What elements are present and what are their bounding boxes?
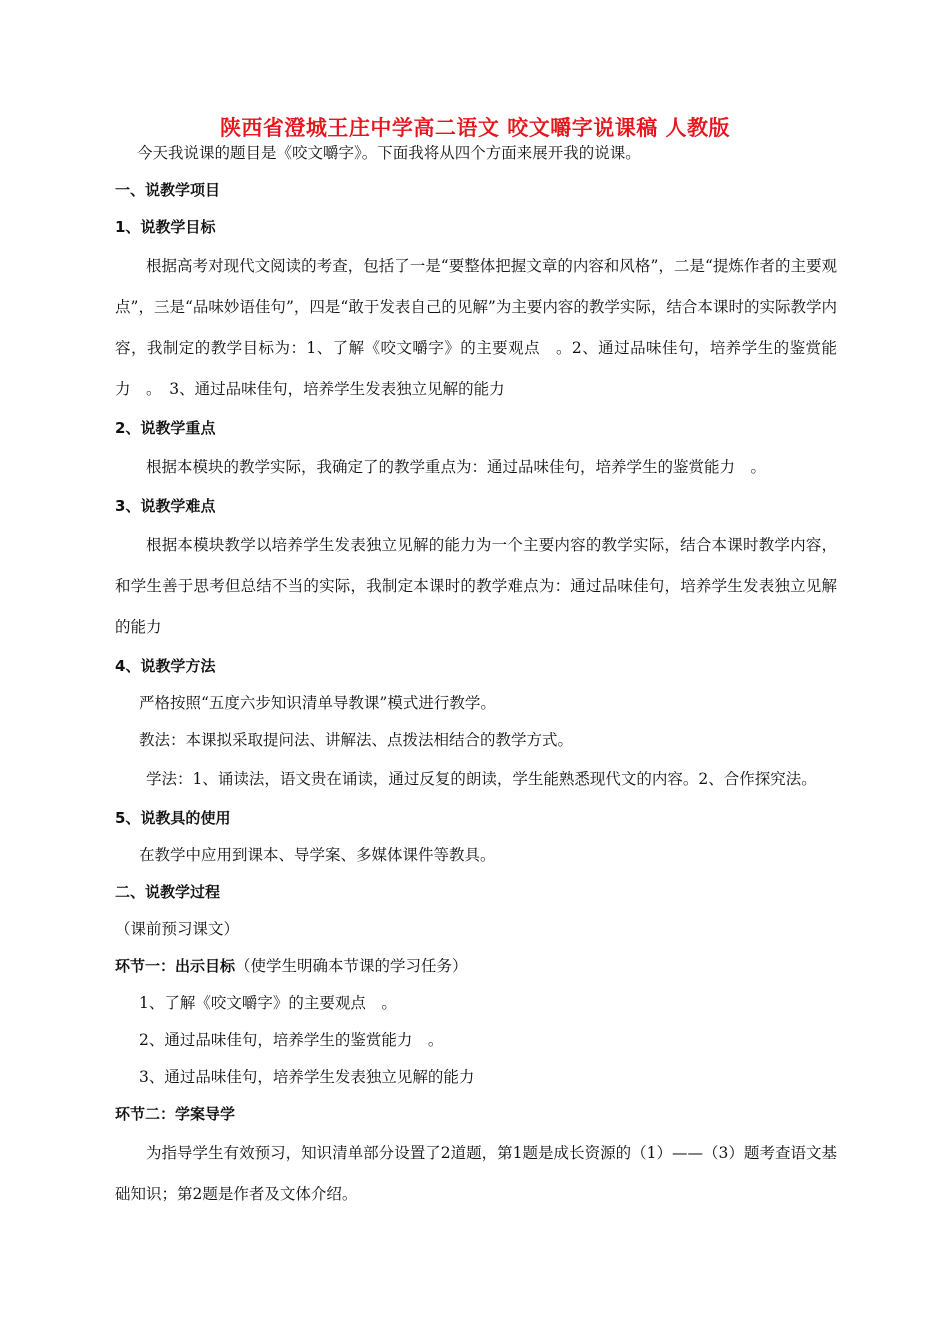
goal-item-1: 1、了解《咬文嚼字》的主要观点 。 [139,994,397,1012]
link1-note: （使学生明确本节课的学习任务） [235,957,468,975]
subsection4-text1: 严格按照“五度六步知识清单导教课”模式进行教学。 [139,694,496,712]
preview-note: （课前预习课文） [115,920,240,938]
link1-line [115,948,837,985]
subsection4-text2: 教法：本课拟采取提问法、讲解法、点拨法相结合的教学方式。 [139,731,574,749]
section1-heading: 一、说教学项目 [115,181,221,199]
subsection4-text3: 学法：1、诵读法，语文贵在诵读，通过反复的朗读，学生能熟悉现代文的内容。2、合作探究法。 [146,770,817,788]
subsection5-heading: 5、说教具的使用 [115,809,231,827]
subsection2-text: 根据本模块的教学实际，我确定了的教学重点为：通过品味佳句，培养学生的鉴赏能力 。 [146,458,767,476]
subsection4-heading: 4、说教学方法 [115,657,216,675]
document-title: 陕西省澄城王庄中学高二语文 咬文嚼字说课稿 人教版 [219,116,731,140]
subsection1-text: 根据高考对现代文阅读的考查，包括了一是“要整体把握文章的内容和风格”，二是“提炼作者的主要观点”，三是“品味妙语佳句”，四是“敢于发表自己的见解”为主要内容的教学实际，结合本课时的实际教学内容，我制定的教学目标为：1、了解《咬文嚼字》的主要观点 。2、通过品味佳句，培养学生的鉴赏能力 。 3、通过品味佳句，培养学生发表独立见解的能力 [115,257,837,398]
subsection2-heading: 2、说教学重点 [115,419,216,437]
subsection3-heading: 3、说教学难点 [115,497,216,515]
link2-text: 为指导学生有效预习，知识清单部分设置了2道题，第1题是成长资源的（1）——（3）题考查语文基础知识；第2题是作者及文体介绍。 [115,1144,837,1203]
intro-paragraph: 今天我说课的题目是《咬文嚼字》。下面我将从四个方面来展开我的说课。 [137,144,641,162]
link1-heading: 环节一：出示目标 [115,957,236,975]
subsection5-text: 在教学中应用到课本、导学案、多媒体课件等教具。 [139,846,496,864]
goal-item-3: 3、通过品味佳句，培养学生发表独立见解的能力 [139,1068,475,1086]
document-body [115,140,837,1215]
section2-heading: 二、说教学过程 [115,883,221,901]
subsection1-heading: 1、说教学目标 [115,218,216,236]
subsection3-text: 根据本模块教学以培养学生发表独立见解的能力为一个主要内容的教学实际，结合本课时教学内容，和学生善于思考但总结不当的实际，我制定本课时的教学难点为：通过品味佳句，培养学生发表独立见解的能力 [115,536,837,636]
goal-item-2: 2、通过品味佳句，培养学生的鉴赏能力 。 [139,1031,444,1049]
link2-heading: 环节二：学案导学 [115,1105,236,1123]
